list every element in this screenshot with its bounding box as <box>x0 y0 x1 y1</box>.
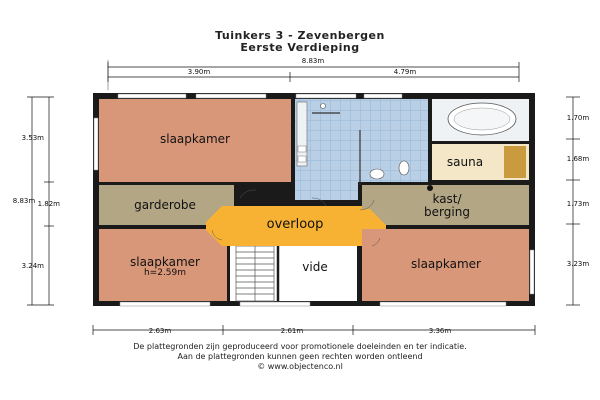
sauna-bench <box>504 146 526 178</box>
toilet-icon <box>370 169 384 179</box>
sink-icon <box>298 146 306 152</box>
label-landing: overloop <box>266 217 324 232</box>
plan-title: Tuinkers 3 - Zevenbergen <box>215 29 385 42</box>
label-wardrobe: garderobe <box>134 198 196 212</box>
label-bedroom-height: h=2.59m <box>143 268 187 278</box>
label-bedroom-top-left: slaapkamer <box>159 132 231 146</box>
dim-left-top: 3.53m <box>21 134 44 142</box>
shower-head-icon <box>321 104 326 109</box>
label-bedroom-bottom-left: slaapkamer <box>129 255 201 269</box>
dim-top-total: 8.83m <box>301 57 325 65</box>
label-storage-2: berging <box>424 205 470 219</box>
footer-copyright: © www.objectenco.nl <box>257 362 343 371</box>
label-storage-1: kast/ <box>432 192 462 206</box>
dim-bottom-left: 2.63m <box>148 327 172 335</box>
footer-disclaimer-2: Aan de plattegronden kunnen geen rechten worden ontleend <box>177 352 423 361</box>
dim-right-2: 1.68m <box>566 155 590 163</box>
label-bedroom-bottom-right: slaapkamer <box>410 257 482 271</box>
sink-icon <box>298 156 306 162</box>
dim-bottom-middle: 2.61m <box>280 327 304 335</box>
dim-top-right: 4.79m <box>393 68 417 76</box>
hatch-icon <box>427 185 433 191</box>
dim-left-total: 8.83m <box>12 197 36 205</box>
dim-bottom-right: 3.36m <box>428 327 452 335</box>
footer-disclaimer-1: De plattegronden zijn geproduceerd voor promotionele doeleinden en ter indicatie. <box>133 342 467 351</box>
dim-left-middle: 1.82m <box>37 200 60 208</box>
stairwell <box>230 245 357 301</box>
toilet-icon <box>399 161 409 175</box>
dim-right-3: 1.73m <box>566 200 590 208</box>
label-sauna: sauna <box>446 155 484 169</box>
plan-subtitle: Eerste Verdieping <box>240 41 360 54</box>
room-bathroom-lower <box>295 182 358 200</box>
dim-right-1: 1.70m <box>566 114 590 122</box>
dim-top-left: 3.90m <box>187 68 211 76</box>
bathtub-inner <box>454 108 510 130</box>
label-void: vide <box>302 260 328 274</box>
dim-right-4: 3.23m <box>566 260 590 268</box>
dim-left-bottom: 3.24m <box>21 262 44 270</box>
